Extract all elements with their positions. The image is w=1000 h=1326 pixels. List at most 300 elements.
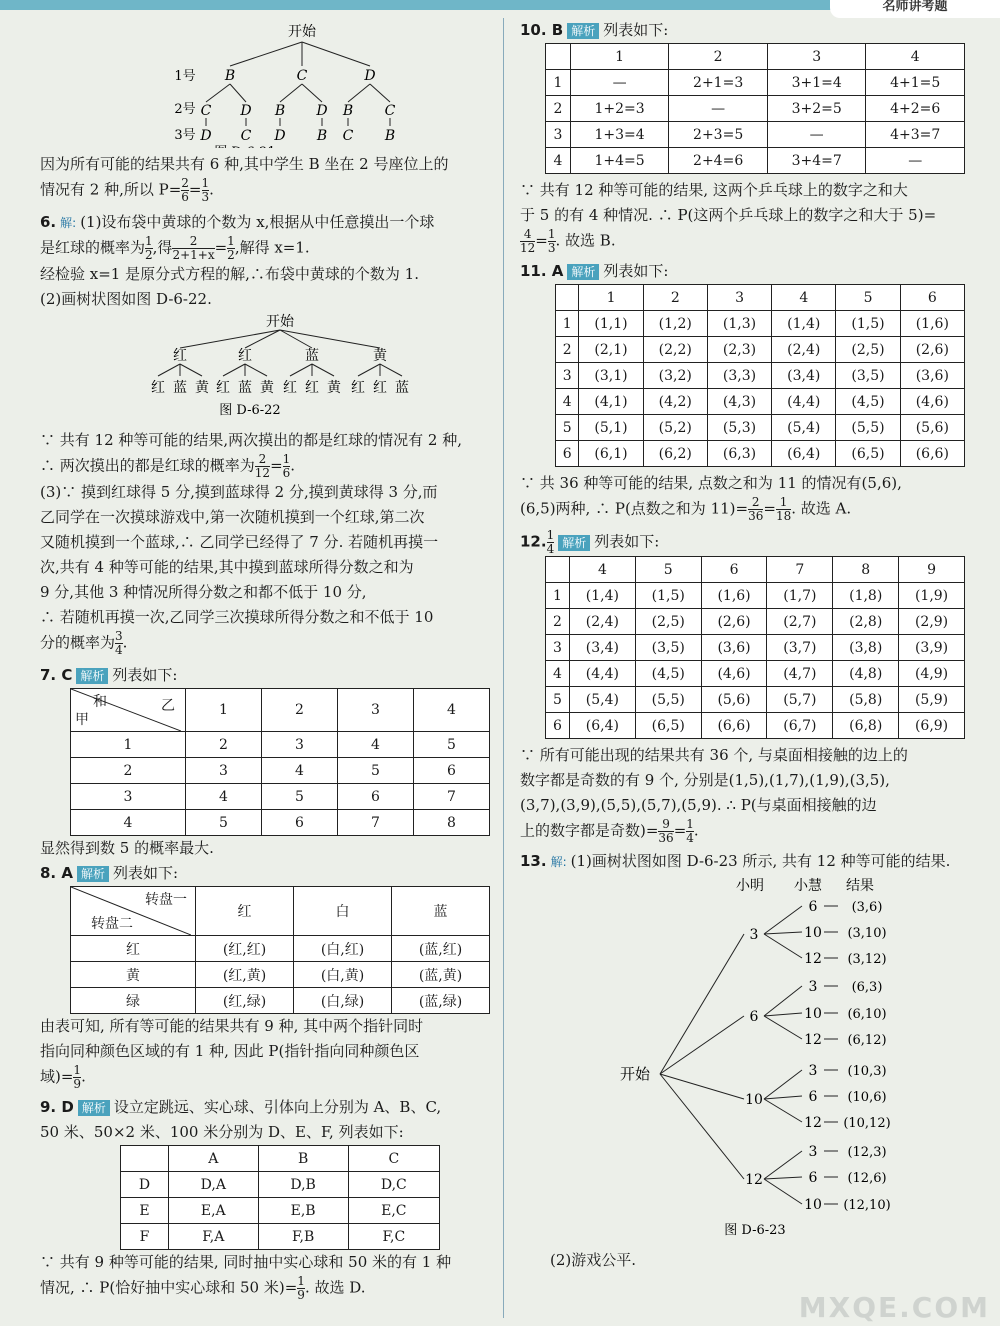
table-cell: (5,8) — [833, 687, 899, 713]
tree-result: (12,3) — [847, 1145, 887, 1160]
table-cell: (1,2) — [643, 311, 707, 337]
tree-branch — [370, 84, 390, 102]
table-header-row — [556, 285, 965, 311]
table-cell: E,A — [169, 1198, 259, 1224]
table-header-cell: 2 — [669, 44, 768, 70]
tree-branch — [312, 364, 334, 376]
tree-branch — [764, 986, 802, 1016]
tree-branch — [290, 364, 312, 376]
tree-branch — [660, 1016, 744, 1074]
table-cell: (4,9) — [899, 661, 965, 687]
table-cell: 6 — [338, 784, 414, 810]
table-cell: 7 — [414, 784, 490, 810]
table-cell: (4,6) — [701, 661, 767, 687]
table-cell: (2,1) — [579, 337, 643, 363]
q11-line2: (6,5)两种, ∴ P(点数之和为 11)= $\frac{2}{36}$ = $\frac{1}{18}$ . 故选 A. — [520, 495, 852, 523]
table-cell: 6 — [556, 441, 579, 467]
table-cell: (2,6) — [900, 337, 964, 363]
table-cell: (1,6) — [701, 583, 767, 609]
table-row — [71, 962, 490, 988]
table-cell: (2,6) — [701, 609, 767, 635]
q6-line8: 乙同学在一次摸球游戏中,第一次随机摸到一个红球,第二次 — [40, 508, 425, 526]
q6-line3: 经检验 x=1 是原分式方程的解,∴布袋中黄球的个数为 1. — [40, 265, 419, 283]
q12-line4: 上的数字都是奇数)= $\frac{9}{36}$ = $\frac{1}{4}$ . — [520, 817, 699, 845]
table-header-cell: 8 — [833, 557, 899, 583]
table-cell: (2,4) — [569, 609, 635, 635]
tree-node: 12 — [745, 1172, 763, 1188]
table-row — [71, 988, 490, 1014]
tree-node: D — [316, 103, 328, 119]
tree-node: C — [240, 128, 252, 144]
tree-node: 红 — [305, 380, 319, 396]
tree-branch — [358, 364, 380, 376]
table-cell: (红,红) — [196, 936, 294, 962]
tree-branch — [764, 1177, 802, 1179]
table-cell: (红,绿) — [196, 988, 294, 1014]
q6-line6: ∴ 两次摸出的都是红球的概率为 $\frac{2}{12}$ = $\frac{1}{6}$ . — [40, 452, 296, 480]
table-cell: (5,4) — [772, 415, 836, 441]
table-row — [546, 122, 965, 148]
tree-node: 黄 — [373, 348, 387, 364]
tree-node: 12 — [804, 951, 822, 967]
table-cell: D,A — [169, 1172, 259, 1198]
tree-level-label: 2号 — [174, 102, 196, 117]
q11-heading: 11. A 解析 列表如下: — [520, 262, 669, 280]
table-row — [546, 687, 965, 713]
q8-table-corner: 转盘一 转盘二 — [71, 887, 196, 936]
tree-result: (3,12) — [847, 952, 887, 967]
table-cell: (3,6) — [900, 363, 964, 389]
table-cell: 3 — [546, 122, 571, 148]
tree-node: 红 — [238, 348, 252, 364]
tree-root: 开始 — [288, 24, 316, 40]
q8-line2: 指向同种颜色区域的有 1 种, 因此 P(指针指向同种颜色区 — [40, 1042, 420, 1060]
q6-line4: (2)画树状图如图 D-6-22. — [40, 290, 212, 308]
tree-branch — [245, 364, 267, 376]
table-cell: (4,7) — [767, 661, 833, 687]
table-cell: 1+2=3 — [570, 96, 669, 122]
tree-node: 10 — [745, 1092, 763, 1108]
table-cell: 2 — [556, 337, 579, 363]
tree-node: 蓝 — [238, 380, 252, 396]
table-row — [546, 713, 965, 739]
table-header-cell: 5 — [836, 285, 900, 311]
tree-node: B — [274, 103, 286, 119]
q10-heading: 10. B 解析 列表如下: — [520, 21, 669, 39]
table-header-cell: A — [169, 1146, 259, 1172]
table-cell: — — [866, 148, 965, 174]
table-cell: (2,7) — [767, 609, 833, 635]
table-row — [121, 1224, 440, 1250]
tree-result: (10,3) — [847, 1064, 887, 1079]
table-cell: 8 — [414, 810, 490, 836]
tree-node: 红 — [151, 380, 165, 396]
tree-node: 黄 — [260, 380, 274, 396]
tree-node: 10 — [804, 1006, 822, 1022]
table-cell: 4 — [546, 148, 571, 174]
table-cell: 5 — [414, 732, 490, 758]
q9-line4: 情况, ∴ P(恰好抽中实心球和 50 米)= $\frac{1}{9}$ . 故选 D. — [40, 1274, 366, 1302]
table-cell: 黄 — [71, 962, 196, 988]
tree-node: 12 — [804, 1032, 822, 1048]
table-cell: 4+2=6 — [866, 96, 965, 122]
table-row — [546, 661, 965, 687]
q6-line12: ∴ 若随机再摸一次,乙同学三次摸球所得分数之和不低于 10 — [40, 608, 434, 626]
q6-line10: 次,共有 4 种等可能的结果,其中摸到蓝球所得分数之和为 — [40, 558, 414, 576]
tree-branch — [230, 84, 246, 102]
table-row — [556, 337, 965, 363]
table-cell: 3+4=7 — [767, 148, 866, 174]
table-cell: (3,7) — [767, 635, 833, 661]
q8-heading: 8. A 解析 列表如下: — [40, 864, 179, 882]
table-cell: (2,8) — [833, 609, 899, 635]
table-header-cell: 红 — [196, 887, 294, 936]
table-header-cell — [556, 285, 579, 311]
tree-node: B — [224, 68, 236, 84]
q10-line2: 于 5 的有 4 种情况. ∴ P(这两个乒乓球上的数字之和大于 5)= — [520, 206, 937, 224]
figure-caption — [214, 145, 275, 148]
figure-caption: 图 D-6-22 — [219, 403, 281, 418]
q7-table — [70, 688, 490, 836]
table-cell: 绿 — [71, 988, 196, 1014]
q12-line3: (3,7),(3,9),(5,5),(5,7),(5,9). ∴ P(与桌面相接触的边 — [520, 796, 877, 814]
table-cell: 2 — [546, 96, 571, 122]
table-cell: — — [669, 96, 768, 122]
table-cell: (5,6) — [900, 415, 964, 441]
table-cell: (4,5) — [635, 661, 701, 687]
q13-line2: (2)游戏公平. — [550, 1251, 637, 1269]
tree-level-label: 1号 — [174, 69, 196, 84]
tree-header: 小慧 — [794, 878, 822, 894]
table-cell: 4+3=7 — [866, 122, 965, 148]
table-cell: (2,5) — [836, 337, 900, 363]
tree-branch — [206, 84, 230, 102]
tree-branch — [158, 364, 180, 376]
table-cell: (4,5) — [836, 389, 900, 415]
table-cell: (1,9) — [899, 583, 965, 609]
tree-diagram-21 — [40, 18, 490, 148]
table-header-cell: 1 — [186, 689, 262, 732]
table-cell: (1,3) — [707, 311, 771, 337]
table-cell: (3,4) — [569, 635, 635, 661]
tree-node: D — [274, 128, 286, 144]
table-cell: (3,9) — [899, 635, 965, 661]
table-row — [121, 1172, 440, 1198]
tree-branch — [764, 1099, 802, 1122]
tree-node: 黄 — [195, 380, 209, 396]
tree-node: 6 — [808, 1170, 818, 1186]
tree-node: D — [200, 128, 212, 144]
tree-node: 红 — [373, 380, 387, 396]
tree-node: 红 — [351, 380, 365, 396]
tree-branch — [764, 1013, 802, 1016]
q6-line1: 6. 解: (1)设布袋中黄球的个数为 x,根据从中任意摸出一个球 — [40, 213, 435, 231]
tree-branch — [764, 932, 802, 934]
table-row — [71, 784, 490, 810]
table-cell: 6 — [414, 758, 490, 784]
table-row — [556, 441, 965, 467]
column-divider — [503, 18, 504, 1318]
table-cell: (2,4) — [772, 337, 836, 363]
tree-node: 蓝 — [395, 380, 409, 396]
table-cell: 3 — [186, 758, 262, 784]
tree-result: (6,12) — [847, 1033, 887, 1048]
q8-line3: 域)= $\frac{1}{9}$ . — [40, 1063, 86, 1091]
tree-result: (3,10) — [847, 926, 887, 941]
table-header-row — [71, 887, 490, 936]
figure-caption: 图 D-6-23 — [724, 1223, 786, 1238]
table-header-cell: 5 — [635, 557, 701, 583]
table-cell: E,B — [258, 1198, 348, 1224]
table-cell: (6,5) — [635, 713, 701, 739]
tree-branch — [380, 364, 402, 376]
tree-node: C — [384, 103, 396, 119]
table-cell: 1 — [546, 583, 570, 609]
table-cell: 2+1=3 — [669, 70, 768, 96]
table-cell: (5,5) — [836, 415, 900, 441]
table-cell: 1 — [546, 70, 571, 96]
tree-branch — [660, 1074, 744, 1179]
table-row — [556, 415, 965, 441]
table-header-cell: 4 — [772, 285, 836, 311]
table-cell: (2,5) — [635, 609, 701, 635]
table-cell: 6 — [546, 713, 570, 739]
tree-node: B — [342, 103, 354, 119]
tree-node: 10 — [804, 1197, 822, 1213]
q12-heading: 12. $\frac{1}{4}$ 解析 列表如下: — [520, 528, 660, 556]
tree-branch — [764, 934, 802, 958]
tree-branch — [180, 364, 202, 376]
tree-branch — [764, 1096, 802, 1099]
table-cell: — — [570, 70, 669, 96]
table-cell: 4+1=5 — [866, 70, 965, 96]
tree-node: 蓝 — [173, 380, 187, 396]
tree-result: (10,6) — [847, 1090, 887, 1105]
watermark: MXQE.COM — [798, 1291, 990, 1324]
table-cell: (1,7) — [767, 583, 833, 609]
table-cell: (5,3) — [707, 415, 771, 441]
table-header-cell: 蓝 — [392, 887, 490, 936]
table-row — [556, 311, 965, 337]
table-cell: (白,绿) — [294, 988, 392, 1014]
table-cell: 2 — [71, 758, 186, 784]
table-cell: (4,8) — [833, 661, 899, 687]
table-cell: (6,6) — [701, 713, 767, 739]
q5-line1: 因为所有可能的结果共有 6 种,其中学生 B 坐在 2 号座位上的 — [40, 155, 449, 173]
table-cell: 3 — [71, 784, 186, 810]
table-cell: (1,4) — [569, 583, 635, 609]
tree-branch — [764, 1151, 802, 1179]
tree-result: (12,10) — [843, 1198, 891, 1213]
table-cell: E,C — [348, 1198, 439, 1224]
table-cell: 4 — [546, 661, 570, 687]
table-cell: (3,6) — [701, 635, 767, 661]
table-row — [546, 635, 965, 661]
table-cell: (6,3) — [707, 441, 771, 467]
tree-node: 6 — [808, 899, 818, 915]
table-header-cell: 9 — [899, 557, 965, 583]
tree-node: 红 — [283, 380, 297, 396]
table-cell: E — [121, 1198, 169, 1224]
table-cell: (6,1) — [579, 441, 643, 467]
table-cell: (4,1) — [579, 389, 643, 415]
q6-line2: 是红球的概率为 $\frac{1}{2}$ ,得 $\frac{2}{2+1+x}$ = $\frac{1}{2}$ ,解得 x=1. — [40, 234, 310, 262]
tree-level-label: 3号 — [174, 128, 196, 143]
table-cell: 5 — [186, 810, 262, 836]
tree-node: 12 — [804, 1115, 822, 1131]
q6-line11: 9 分,其他 3 种情况所得分数之和都不低于 10 分, — [40, 583, 367, 601]
tree-branch — [348, 84, 370, 102]
tree-node: C — [200, 103, 212, 119]
q10-line1: ∵ 共有 12 种等可能的结果, 这两个乒乓球上的数字之和大 — [520, 181, 908, 199]
table-row — [546, 96, 965, 122]
tree-result: (12,6) — [847, 1171, 887, 1186]
tree-branch — [302, 84, 322, 102]
table-cell: (4,6) — [900, 389, 964, 415]
table-cell: (1,1) — [579, 311, 643, 337]
tree-branch — [230, 42, 302, 66]
table-cell: (4,4) — [569, 661, 635, 687]
q11-line1: ∵ 共 36 种等可能的结果, 点数之和为 11 的情况有(5,6), — [520, 474, 902, 492]
tree-root: 开始 — [266, 314, 294, 330]
table-cell: (2,9) — [899, 609, 965, 635]
q6-line5: ∵ 共有 12 种等可能的结果,两次摸出的都是红球的情况有 2 种, — [40, 431, 463, 449]
table-cell: (5,1) — [579, 415, 643, 441]
table-cell: 4 — [262, 758, 338, 784]
tree-node: 蓝 — [305, 348, 319, 364]
tree-node: 红 — [216, 380, 230, 396]
table-cell: (5,6) — [701, 687, 767, 713]
table-cell: (1,5) — [836, 311, 900, 337]
table-cell: 2 — [186, 732, 262, 758]
table-cell: (6,7) — [767, 713, 833, 739]
table-cell: F,B — [258, 1224, 348, 1250]
table-cell: (6,5) — [836, 441, 900, 467]
tree-branch — [764, 1070, 802, 1099]
q8-line1: 由表可知, 所有等可能的结果共有 9 种, 其中两个指针同时 — [40, 1017, 424, 1035]
table-row — [71, 732, 490, 758]
q9-line1: 9. D 解析 设立定跳远、实心球、引体向上分别为 A、B、C, — [40, 1098, 442, 1116]
tree-node: 3 — [749, 927, 759, 943]
table-cell: 1+4=5 — [570, 148, 669, 174]
q9-table — [120, 1145, 440, 1250]
q7-heading: 7. C 解析 列表如下: — [40, 666, 178, 684]
table-header-cell: 4 — [569, 557, 635, 583]
table-cell: (3,5) — [836, 363, 900, 389]
q9-line3: ∵ 共有 9 种等可能的结果, 同时抽中实心球和 50 米的有 1 种 — [40, 1253, 452, 1271]
table-cell: 4 — [186, 784, 262, 810]
right-column — [520, 18, 970, 1273]
table-cell: (4,3) — [707, 389, 771, 415]
table-row — [71, 758, 490, 784]
table-cell: 3 — [262, 732, 338, 758]
table-cell: (3,4) — [772, 363, 836, 389]
table-cell: (3,1) — [579, 363, 643, 389]
table-cell: 1 — [556, 311, 579, 337]
table-cell: 3+2=5 — [767, 96, 866, 122]
left-column — [40, 18, 490, 1302]
table-header-cell: B — [258, 1146, 348, 1172]
table-cell: (5,4) — [569, 687, 635, 713]
table-header-row — [546, 44, 965, 70]
table-cell: (6,2) — [643, 441, 707, 467]
table-cell: 5 — [338, 758, 414, 784]
table-cell: 5 — [262, 784, 338, 810]
table-cell: (6,8) — [833, 713, 899, 739]
tree-node: 3 — [808, 979, 818, 995]
tree-branch — [764, 1016, 802, 1039]
table-header-cell: 2 — [262, 689, 338, 732]
tree-branch — [280, 84, 302, 102]
table-cell: 4 — [71, 810, 186, 836]
table-header-cell: 1 — [579, 285, 643, 311]
table-cell: F,A — [169, 1224, 259, 1250]
table-row — [71, 810, 490, 836]
table-cell: (蓝,绿) — [392, 988, 490, 1014]
table-cell: (5,7) — [767, 687, 833, 713]
table-cell: 3 — [546, 635, 570, 661]
tree-header: 小明 — [736, 878, 764, 894]
tree-branch — [180, 330, 280, 348]
table-cell: 5 — [556, 415, 579, 441]
tree-node: 3 — [808, 1063, 818, 1079]
tree-diagram-22 — [40, 312, 490, 424]
table-row — [546, 70, 965, 96]
table-header-cell: 4 — [866, 44, 965, 70]
table-cell: (2,3) — [707, 337, 771, 363]
table-header-cell: 1 — [570, 44, 669, 70]
tree-node: B — [384, 128, 396, 144]
tree-result: (10,12) — [843, 1116, 891, 1131]
table-cell: (蓝,红) — [392, 936, 490, 962]
table-header-cell: 6 — [701, 557, 767, 583]
table-header-cell: 6 — [900, 285, 964, 311]
q8-table — [70, 886, 490, 1014]
table-cell: 5 — [546, 687, 570, 713]
table-row — [556, 389, 965, 415]
table-header-cell: 4 — [414, 689, 490, 732]
table-cell: (1,5) — [635, 583, 701, 609]
tree-node: C — [342, 128, 354, 144]
table-row — [546, 609, 965, 635]
table-cell: (3,8) — [833, 635, 899, 661]
table-header-row — [546, 557, 965, 583]
tree-branch — [223, 364, 245, 376]
table-cell: 4 — [338, 732, 414, 758]
q6-line7: (3)∵ 摸到红球得 5 分,摸到蓝球得 2 分,摸到黄球得 3 分,而 — [40, 483, 438, 501]
table-cell: (6,4) — [772, 441, 836, 467]
tree-branch — [302, 42, 370, 66]
table-cell: F,C — [348, 1224, 439, 1250]
q12-line1: ∵ 所有可能出现的结果共有 36 个, 与桌面相接触的边上的 — [520, 746, 908, 764]
tree-node: B — [316, 128, 328, 144]
table-cell: (4,4) — [772, 389, 836, 415]
table-cell: 3 — [556, 363, 579, 389]
table-header-cell: 2 — [643, 285, 707, 311]
q10-line3: $\frac{4}{12}$ = $\frac{1}{3}$ . 故选 B. — [520, 227, 616, 255]
tree-node: C — [296, 68, 308, 84]
table-cell: (6,9) — [899, 713, 965, 739]
table-cell: 3+1=4 — [767, 70, 866, 96]
q6-line9: 又随机摸到一个蓝球,∴ 乙同学已经得了 7 分. 若随机再摸一 — [40, 533, 439, 551]
table-cell: D — [121, 1172, 169, 1198]
table-row — [121, 1198, 440, 1224]
q12-line2: 数字都是奇数的有 9 个, 分别是(1,5),(1,7),(1,9),(3,5), — [520, 771, 890, 789]
table-header-cell: C — [348, 1146, 439, 1172]
tree-result: (3,6) — [851, 900, 883, 915]
table-cell: 2+4=6 — [669, 148, 768, 174]
tree-root: 开始 — [619, 1065, 651, 1083]
